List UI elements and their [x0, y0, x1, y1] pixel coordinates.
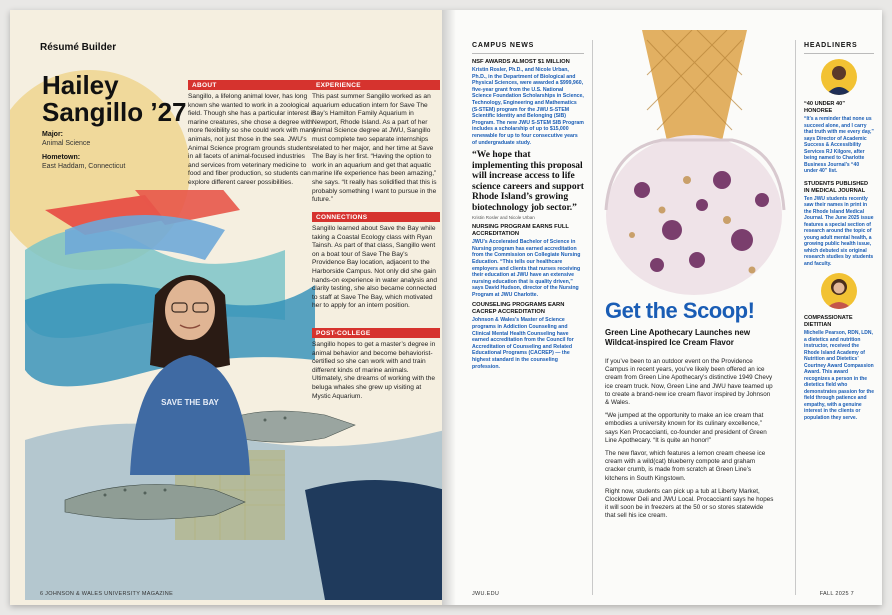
- left-page: [10, 10, 442, 605]
- news-body: JWU’s Accelerated Bachelor of Science in Nursing program has earned accreditation from the Commission on Collegiate Nursing Education. “This tells our healthcare employers and clients that nurses receiving their education at JWU have an extensive nursing education that is quality driven,” says David Hudson, director of the Nursing Program at JWU Charlotte.: [472, 239, 581, 298]
- about-text: Sangillo, a lifelong animal lover, has long known she wanted to work in a zoological field. Though she has a particular interest in marine creatures, she chose a degree with more flexibility so she could work with many animals, not just those in the sea. JWU’s Animal Science program grounds students in all facets of animal-focused industries and services from veterinary medicine to food and fiber production, so students can explore different career possibilities.: [188, 93, 316, 186]
- right-page-footer: FALL 2025 7: [819, 591, 854, 597]
- student-name: Hailey Sangillo ’27: [42, 70, 187, 127]
- column-divider: [592, 40, 593, 595]
- headliner-title: STUDENTS PUBLISHED IN MEDICAL JOURNAL: [804, 180, 869, 194]
- quote-attribution: Kristin Rosler and Nicole Urban: [472, 215, 535, 221]
- headliner-body: Ten JWU students recently saw their names in print in the Rhode Island Medical Journal. The June 2025 issue features a special section of research around the topic of young adult mental health, a growing public health issue, which debuted six original research studies by students and faculty.: [804, 195, 874, 267]
- pull-quote: “We hope that implementing this proposal will increase access to life science careers and support Rhode Island’s growing biotechnology job sector.”: [472, 150, 584, 213]
- scoop-paragraph: Right now, students can pick up a tub at Liberty Market, Clocktower Deli and JWU Local. Procaccianti says he hopes it will soon be in freezers at the 50 or so stores statewide that sell his ice cream.: [605, 487, 774, 520]
- hometown-key: Hometown:: [42, 154, 81, 161]
- major-value: Animal Science: [42, 140, 91, 147]
- scoop-paragraph: If you’ve been to an outdoor event on the Providence Campus in recent years, you’ve likely been offered an ice cream from Green Line Apothecary’s distinctive 1949 Chevy ice cream truck. Now, Green Line and JWU have teamed up to create a brand-new ice cream flavor inspired by Johnson & Wales.: [605, 358, 773, 407]
- news-title: NSF AWARDS ALMOST $1 MILLION: [472, 59, 570, 65]
- shirt-text: SAVE THE BAY: [161, 398, 219, 407]
- headliner-title: “40 UNDER 40” HONOREE: [804, 101, 846, 114]
- magazine-spread: [10, 10, 882, 605]
- experience-section: [312, 80, 440, 205]
- student-photo: [120, 255, 260, 475]
- scoop-paragraph: “We jumped at the opportunity to make an ice cream that embodies a university known for its culinary excellence,” says Ken Procaccianti, co-founder and president of Green Line Apothecary. “It is quite an honor!”: [605, 412, 767, 444]
- headliners-heading: HEADLINERS: [804, 42, 858, 49]
- connections-text: Sangillo learned about Save the Bay while taking a Coastal Ecology class with Ryan Tainsh. As part of that class, Sangillo went on a boat tour of Save The Bay’s Providence Bay location, adjacent to the Harborside Campus. Not only did she gain hands-on experience in water analysis and clarity testing, she also became connected to staff at Save The Bay, which motivated her to apply for an intern position.: [312, 225, 437, 310]
- post-college-text: Sangillo hopes to get a master’s degree in animal behavior and become behaviorist-certified so she can work with and train different kinds of marine animals. Ultimately, she dreams of working with the beluga whales she grew up visiting at Mystic Aquarium.: [312, 341, 436, 400]
- headliner-body: “It’s a reminder that none us succeed alone, and I carry that truth with me every day,” says Director of Academic Success & Accessibility Services RJ Kilgore, after being named to Charlotte Business Journal’s “40 under 40” list.: [804, 116, 874, 174]
- student-meta: [42, 130, 182, 176]
- headliner-body: Michelle Pearson, RDN, LDN, a dietetics and nutrition instructor, received the Rhode Island Academy of Nutrition and Dietetics’ Courtney Award Compassion Award. This award recognizes a person in the dietetics field who demonstrates passion for the field through patience and empathy, with a genuine interest in the clients or population they serve.: [804, 330, 875, 421]
- news-body: Kristin Rosler, Ph.D., and Nicole Urban, Ph.D., in the Department of Biological and Physical Sciences, were awarded a $999,960, five-year grant from the U.S. National Science Foundation Scholarships in Science, Technology, Engineering and Mathematics (S-STEM) program for the JWU S-STEM Scientific Identity and Belonging (SIB) Program. The new JWU S-STEM SIB Program includes a scholarship of up to $15,000 renewable for up to four consecutive years of undergraduate study.: [472, 67, 584, 146]
- hometown-value: East Haddam, Connecticut: [42, 163, 126, 170]
- scoop-subtitle: Green Line Apothecary Launches new Wildcat-inspired Ice Cream Flavor: [605, 328, 751, 347]
- right-page-url: JWU.EDU: [472, 591, 500, 597]
- scoop-title: Get the Scoop!: [605, 298, 755, 323]
- news-body: Johnson & Wales’s Master of Science programs in Addiction Counseling and Clinical Mental Health Counseling have earned accreditation from the Council for Accreditation of Counseling and Related Educational Programs (CACREP) — the highest standard in the counseling profession.: [472, 317, 574, 370]
- news-title: COUNSELING PROGRAMS EARN CACREP ACCREDITATION: [472, 302, 565, 316]
- scoop-paragraph: The new flavor, which features a lemon cream cheese ice cream with a wild(cat) blueberry compote and graham cracker crumb, is made from scratch at Green Line’s kitchens in South Kingstown.: [605, 450, 766, 482]
- avatar: [821, 59, 857, 95]
- connections-heading: CONNECTIONS: [312, 212, 440, 222]
- news-title: NURSING PROGRAM EARNS FULL ACCREDITATION: [472, 224, 569, 238]
- campus-news-heading: CAMPUS NEWS: [472, 42, 535, 49]
- column-divider: [795, 40, 796, 595]
- left-page-footer: 6 JOHNSON & WALES UNIVERSITY MAGAZINE: [40, 591, 174, 597]
- about-heading: ABOUT: [188, 80, 316, 90]
- section-label: Résumé Builder: [40, 42, 117, 53]
- avatar: [821, 273, 857, 309]
- campus-news-column: [472, 42, 584, 374]
- divider: [472, 53, 584, 54]
- experience-text: This past summer Sangillo worked as an aquarium education intern for Save The Bay’s Hamilton Family Aquarium in Newport, Rhode Island. As a part of her Animal Science degree at JWU, Sangillo must complete two separate internships related to her major, and her time at Save The Bay is her first. “Having the option to work in an aquarium and get that aquatic marine life experience has been amazing,” she says. “It really has solidified that this is probably something I want to pursue in the future.”: [312, 93, 437, 204]
- scoop-body: [605, 358, 775, 526]
- major-key: Major:: [42, 131, 63, 138]
- connections-section: [312, 212, 440, 311]
- ice-cream-cone-photo: [602, 30, 787, 300]
- page-gutter: [442, 10, 456, 605]
- post-college-heading: POST-COLLEGE: [312, 328, 440, 338]
- headliner-title: COMPASSIONATE DIETITIAN: [804, 315, 853, 328]
- post-college-section: [312, 328, 440, 401]
- right-page: [442, 10, 882, 605]
- headliners-column: [804, 42, 874, 427]
- about-section: [188, 80, 316, 188]
- experience-heading: EXPERIENCE: [312, 80, 440, 90]
- divider: [804, 53, 874, 54]
